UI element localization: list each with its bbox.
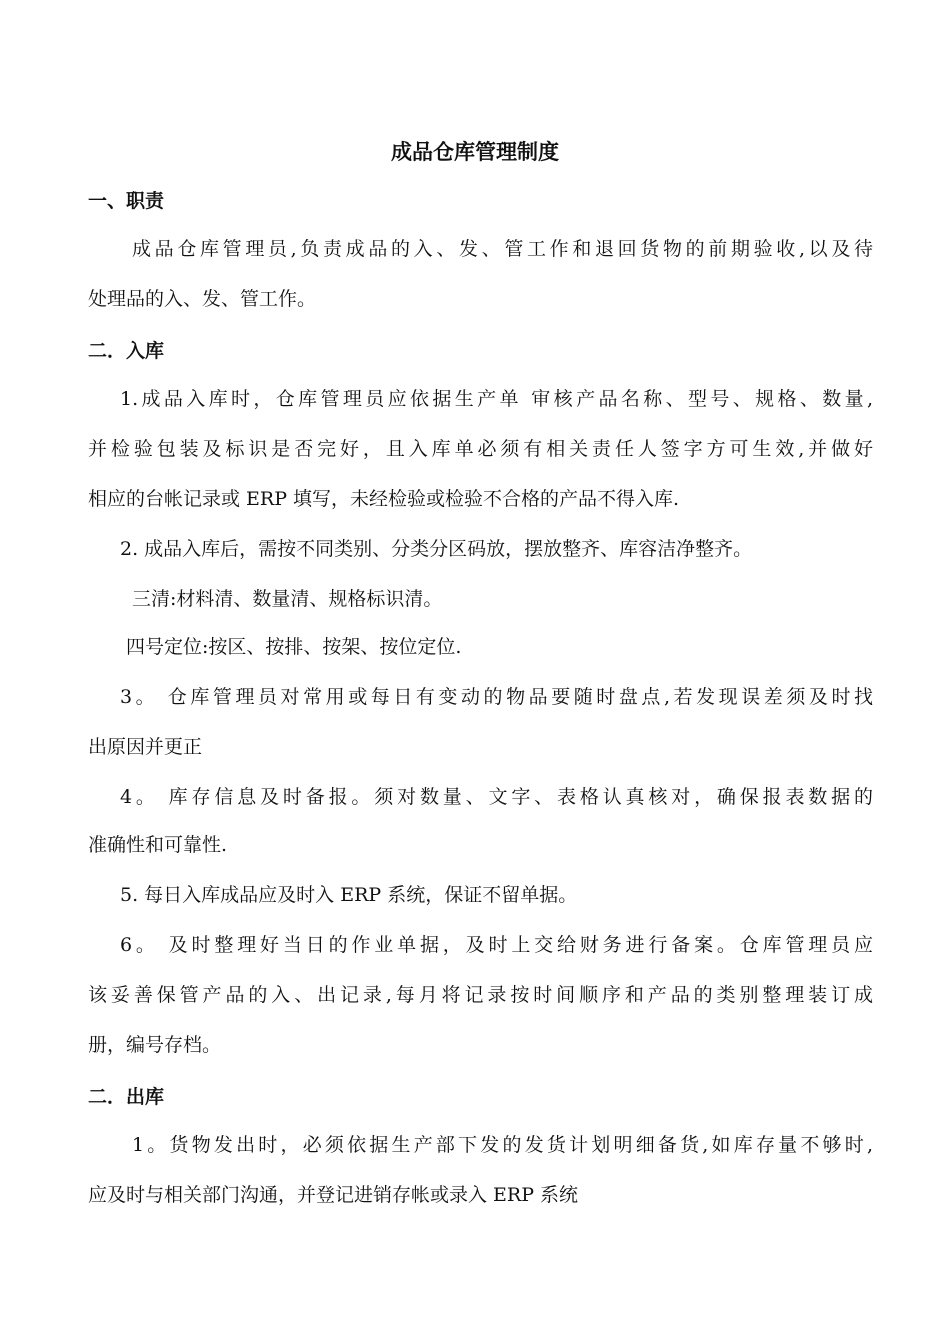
paragraph-line: 该妥善保管产品的入、出记录,每月将记录按时间顺序和产品的类别整理装订成 bbox=[88, 984, 873, 1006]
paragraph-line: 四号定位:按区、按排、按架、按位定位. bbox=[126, 636, 462, 658]
document-title: 成品仓库管理制度 bbox=[391, 140, 559, 164]
section-heading-outbound: 二．出库 bbox=[88, 1086, 165, 1108]
paragraph-line: 1.成品入库时，仓库管理员应依据生产单 审核产品名称、型号、规格、数量, bbox=[120, 388, 873, 410]
paragraph-line: 处理品的入、发、管工作。 bbox=[88, 288, 317, 310]
section-heading-inbound: 二．入库 bbox=[88, 340, 165, 362]
paragraph-line: 三清:材料清、数量清、规格标识清。 bbox=[132, 588, 443, 610]
paragraph-line: 准确性和可靠性. bbox=[88, 834, 228, 856]
section-heading-duties: 一、职责 bbox=[88, 190, 165, 212]
paragraph-line: 成品仓库管理员,负责成品的入、发、管工作和退回货物的前期验收,以及待 bbox=[132, 238, 873, 260]
paragraph-line: 4。 库存信息及时备报。须对数量、文字、表格认真核对，确保报表数据的 bbox=[120, 786, 873, 808]
paragraph-line: 1。货物发出时，必须依据生产部下发的发货计划明细备货,如库存量不够时, bbox=[132, 1134, 873, 1156]
paragraph-line: 出原因并更正 bbox=[88, 736, 203, 758]
paragraph-line: 2. 成品入库后，需按不同类别、分类分区码放，摆放整齐、库容洁净整齐。 bbox=[120, 538, 753, 560]
paragraph-line: 5. 每日入库成品应及时入 ERP 系统，保证不留单据。 bbox=[120, 884, 578, 906]
paragraph-line: 册，编号存档。 bbox=[88, 1034, 222, 1056]
paragraph-line: 并检验包装及标识是否完好，且入库单必须有相关责任人签字方可生效,并做好 bbox=[88, 438, 873, 460]
paragraph-line: 应及时与相关部门沟通，并登记进销存帐或录入 ERP 系统 bbox=[88, 1184, 579, 1206]
paragraph-line: 6。 及时整理好当日的作业单据，及时上交给财务进行备案。仓库管理员应 bbox=[120, 934, 873, 956]
paragraph-line: 3。 仓库管理员对常用或每日有变动的物品要随时盘点,若发现误差须及时找 bbox=[120, 686, 873, 708]
paragraph-line: 相应的台帐记录或 ERP 填写，未经检验或检验不合格的产品不得入库. bbox=[88, 488, 680, 510]
